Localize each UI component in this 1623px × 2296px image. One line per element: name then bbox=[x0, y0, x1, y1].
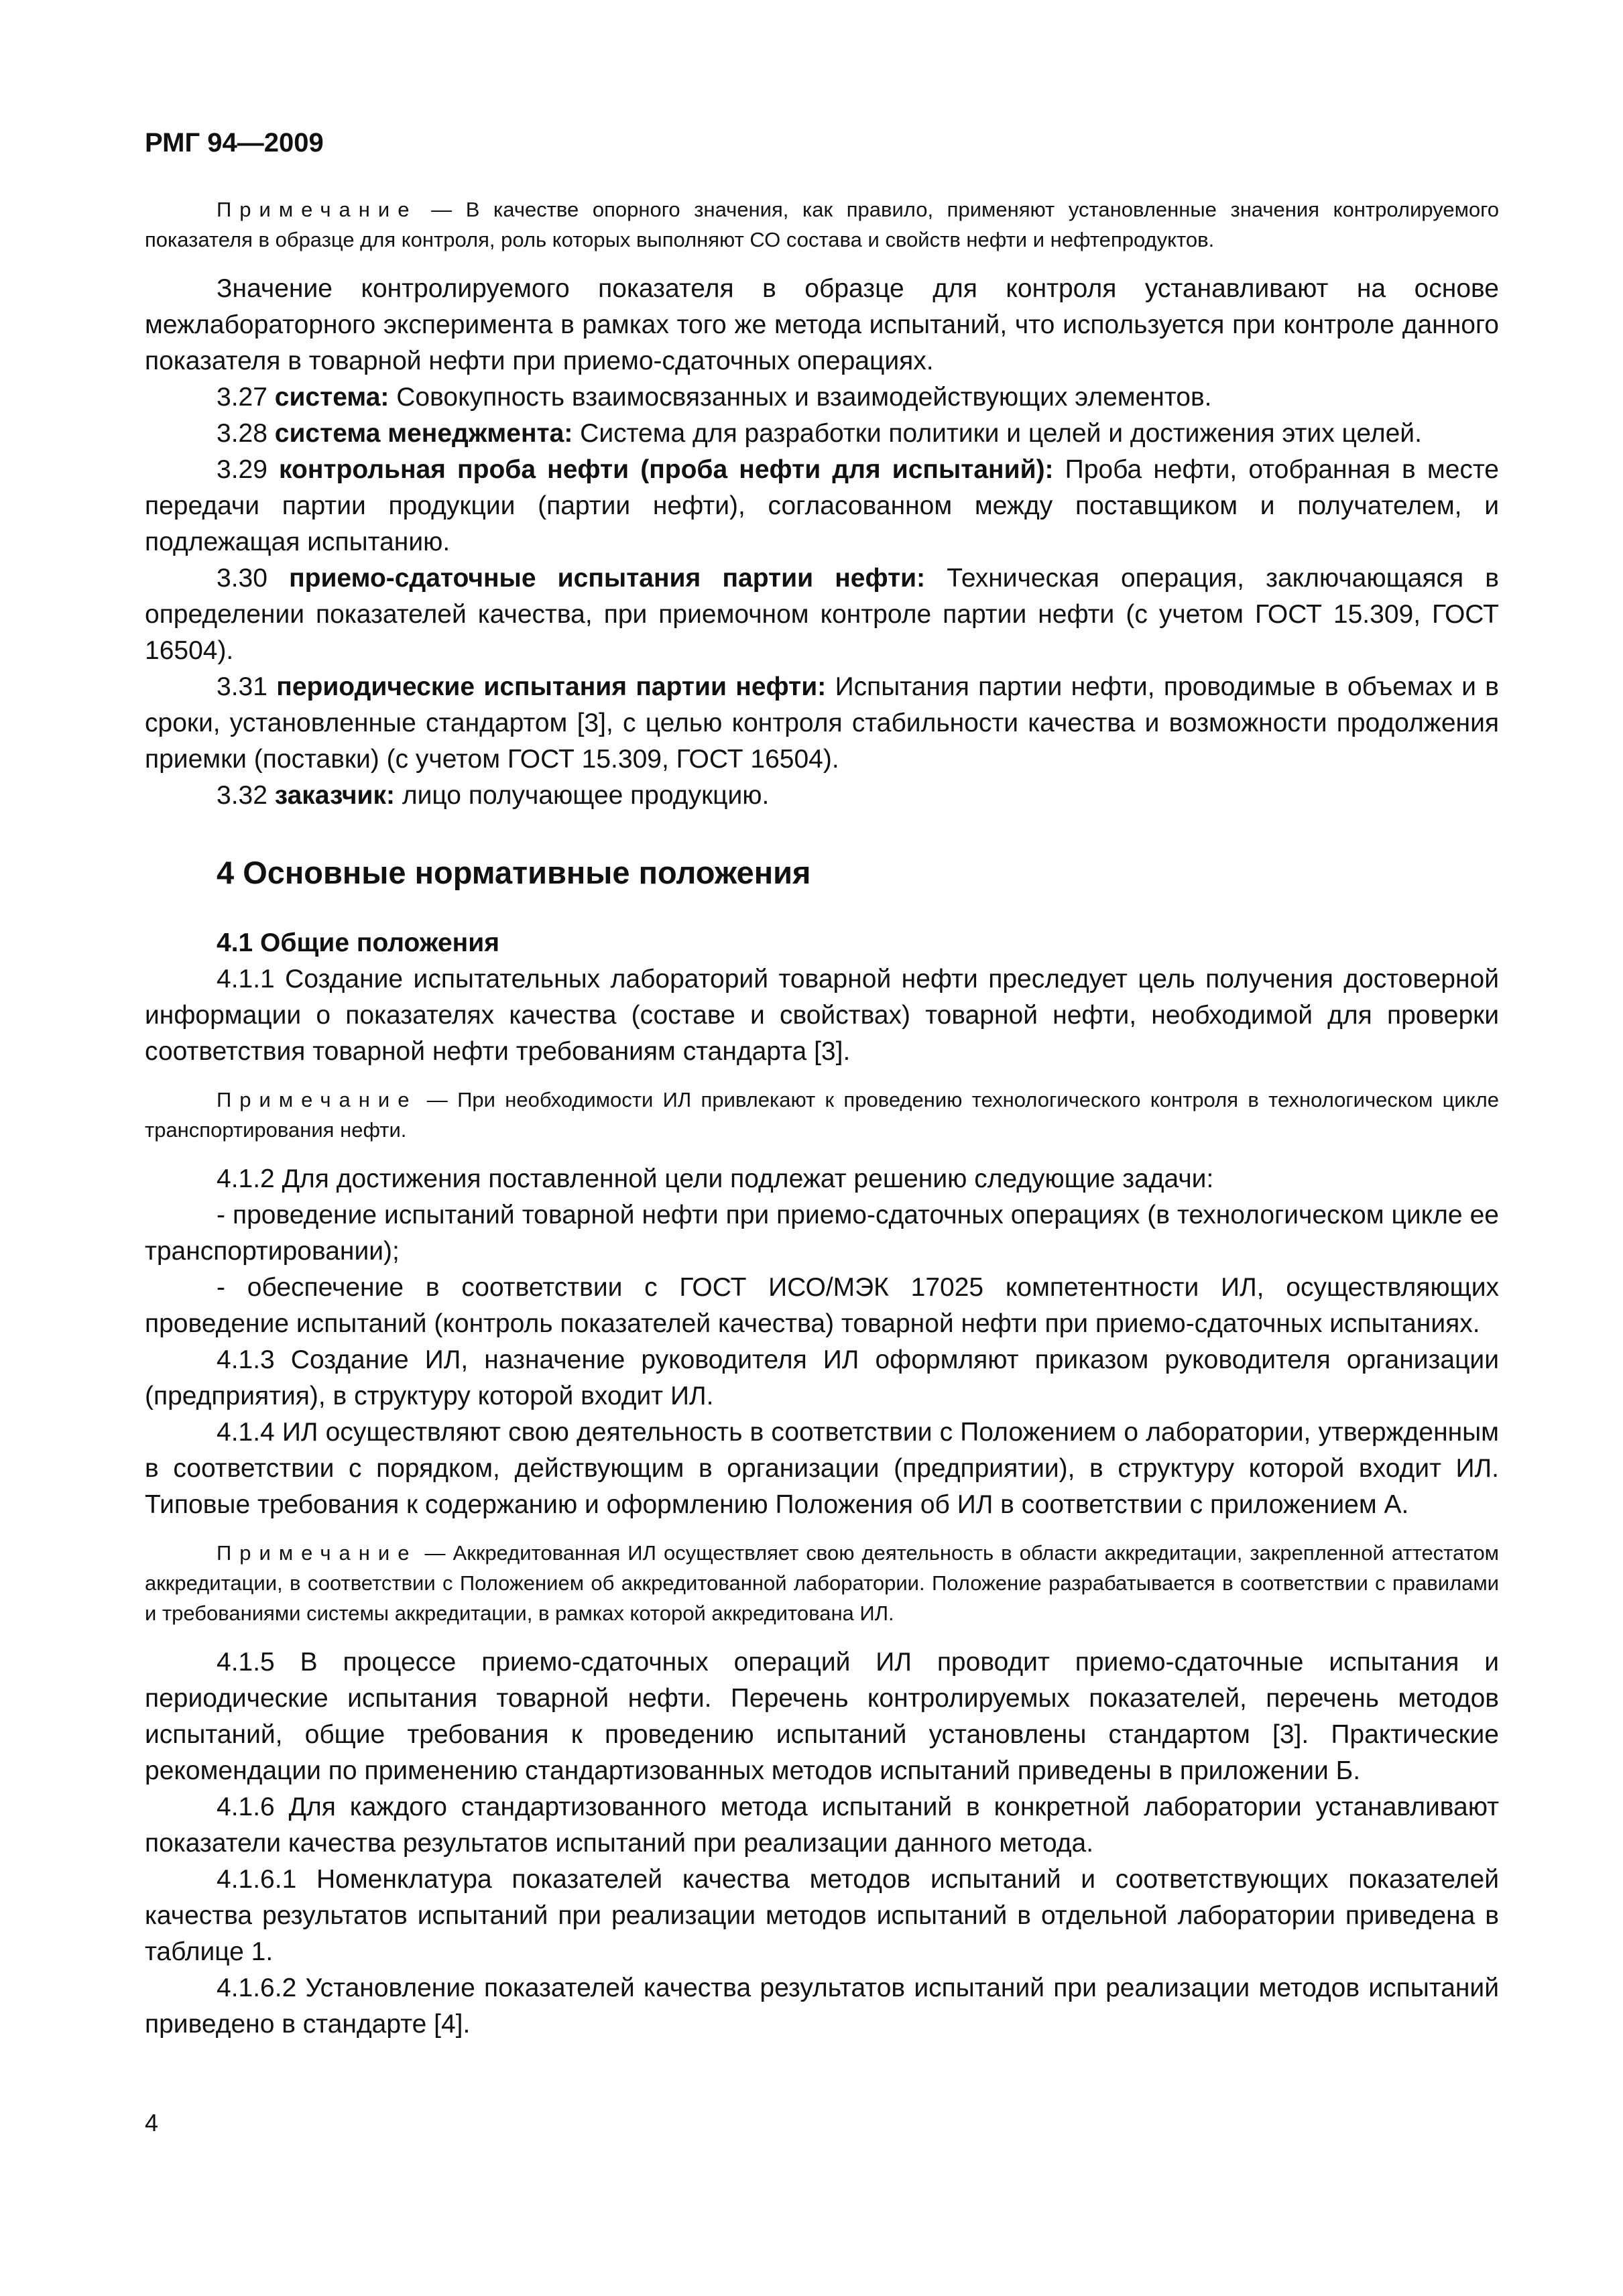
page-number: 4 bbox=[145, 2109, 159, 2136]
definition-number: 3.30 bbox=[217, 564, 290, 593]
definition-3-32 bbox=[145, 778, 1499, 814]
definition-text: Испытания партии нефти, проводимые в объемах и в сроки, установленные стандартом [3], с целью контроля стабильности качества и возможности продолжения приемки (поставки) (с учетом ГОСТ 15.309, ГОСТ 16504). bbox=[145, 672, 1499, 774]
paragraph-4-1-5: 4.1.5 В процессе приемо-сдаточных операций ИЛ проводит приемо-сдаточные испытания и периодические испытания товарной нефти. Перечень контролируемых показателей, перечень методов испытаний, общие требования к проведению испытаний установлены стандартом [3]. Практические рекомендации по применению стандартизованных методов испытаний приведены в приложении Б. bbox=[145, 1648, 1499, 1785]
definition-number: 3.32 bbox=[217, 781, 275, 810]
document-code: РМГ 94—2009 bbox=[145, 128, 324, 158]
definition-term: система: bbox=[274, 383, 389, 412]
paragraph-4-1-4: 4.1.4 ИЛ осуществляют свою деятельность в соответствии с Положением о лаборатории, утвержденным в соответствии с порядком, действующим в организации (предприятии), в структуру которой входит ИЛ. Типовые требования к содержанию и оформлению Положения об ИЛ в соответствии с приложением А. bbox=[145, 1418, 1499, 1519]
definition-3-28 bbox=[145, 416, 1499, 452]
note-technological-control bbox=[145, 1085, 1499, 1145]
definition-term: контрольная проба нефти (проба нефти для испытаний): bbox=[279, 455, 1054, 484]
definition-text: Техническая операция, заключающаяся в определении показателей качества, при приемочном контроле партии нефти (с учетом ГОСТ 15.309, ГОСТ 16504). bbox=[145, 564, 1499, 665]
paragraph-4-1-3: 4.1.3 Создание ИЛ, назначение руководителя ИЛ оформляют приказом руководителя организации (предприятия), в структуру которой входит ИЛ. bbox=[145, 1345, 1499, 1410]
paragraph-4-1-2: 4.1.2 Для достижения поставленной цели подлежат решению следующие задачи: bbox=[217, 1164, 1214, 1193]
note-reference-value bbox=[145, 194, 1499, 255]
list-item-testing: - проведение испытаний товарной нефти при приемо-сдаточных операциях (в технологическом цикле ее транспортировании); bbox=[145, 1201, 1499, 1266]
list-item-competence: - обеспечение в соответствии с ГОСТ ИСО/МЭК 17025 компетентности ИЛ, осуществляющих проведение испытаний (контроль показателей качества) товарной нефти при приемо-сдаточных испытаниях. bbox=[145, 1273, 1499, 1338]
definition-term: приемо-сдаточные испытания партии нефти: bbox=[289, 564, 926, 593]
definition-3-30 bbox=[145, 560, 1499, 669]
definition-number: 3.31 bbox=[217, 672, 277, 701]
definition-text: лицо получающее продукцию. bbox=[395, 781, 770, 810]
definition-3-31 bbox=[145, 669, 1499, 778]
note-accreditation bbox=[145, 1538, 1499, 1628]
definition-term: периодические испытания партии нефти: bbox=[276, 672, 827, 701]
paragraph-4-1-6-1: 4.1.6.1 Номенклатура показателей качества методов испытаний и соответствующих показателей качества результатов испытаний при реализации методов испытаний в отдельной лаборатории приведена в таблице 1. bbox=[145, 1865, 1499, 1966]
paragraph-4-1-6: 4.1.6 Для каждого стандартизованного метода испытаний в конкретной лаборатории устанавливают показатели качества результатов испытаний при реализации данного метода. bbox=[145, 1793, 1499, 1858]
note-label: Примечание bbox=[217, 198, 418, 221]
definition-3-27 bbox=[145, 379, 1499, 416]
definition-number: 3.29 bbox=[217, 455, 280, 484]
note-label: Примечание bbox=[217, 1088, 418, 1111]
paragraph-control-value: Значение контролируемого показателя в образце для контроля устанавливают на основе межлабораторного эксперимента в рамках того же метода испытаний, что используется при контроле данного показателя в товарной нефти при приемо-сдаточных операциях. bbox=[145, 274, 1499, 375]
definition-number: 3.27 bbox=[217, 383, 275, 412]
section-4-heading: 4 Основные нормативные положения bbox=[217, 855, 811, 890]
definition-term: заказчик: bbox=[274, 781, 396, 810]
definition-text: Система для разработки политики и целей и достижения этих целей. bbox=[573, 419, 1422, 448]
paragraph-4-1-6-2: 4.1.6.2 Установление показателей качества результатов испытаний при реализации методов испытаний приведено в стандарте [4]. bbox=[145, 1974, 1499, 2039]
definition-term: система менеджмента: bbox=[274, 419, 573, 448]
paragraph-4-1-1: 4.1.1 Создание испытательных лабораторий товарной нефти преследует цель получения достоверной информации о показателях качества (составе и свойствах) товарной нефти, необходимой для проверки соответствия товарной нефти требованиям стандарта [3]. bbox=[145, 965, 1499, 1066]
definition-3-29 bbox=[145, 452, 1499, 560]
note-text: — Аккредитованная ИЛ осуществляет свою деятельность в области аккредитации, закрепленной аттестатом аккредитации, в соответствии с Положением об аккредитованной лаборатории. Положение разрабатывается в соответствии с правилами и требованиями системы аккредитации, в рамках которой аккредитована ИЛ. bbox=[145, 1541, 1499, 1625]
document-page bbox=[145, 126, 1499, 2043]
note-text: — В качестве опорного значения, как правило, применяют установленные значения контролируемого показателя в образце для контроля, роль которых выполняют СО состава и свойств нефти и нефтепродуктов. bbox=[145, 198, 1499, 251]
definition-text: Проба нефти, отобранная в месте передачи партии продукции (партии нефти), согласованном между поставщиком и получателем, и подлежащая испытанию. bbox=[145, 455, 1499, 556]
definition-number: 3.28 bbox=[217, 419, 275, 448]
definition-text: Совокупность взаимосвязанных и взаимодействующих элементов. bbox=[389, 383, 1212, 412]
note-label: Примечание bbox=[217, 1541, 418, 1565]
subsection-4-1-heading: 4.1 Общие положения bbox=[217, 928, 499, 957]
note-text: — При необходимости ИЛ привлекают к проведению технологического контроля в технологическом цикле транспортирования нефти. bbox=[145, 1088, 1499, 1142]
